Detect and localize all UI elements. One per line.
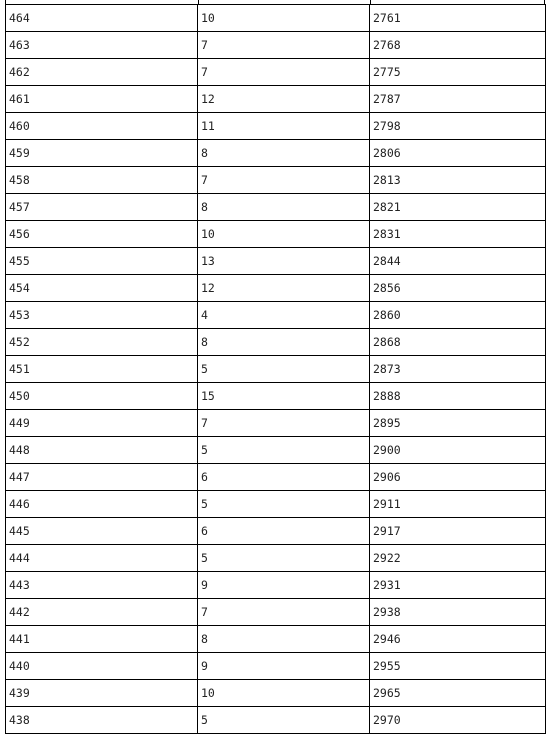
score-cell: 456 xyxy=(6,221,198,248)
cumulative-cell: 2922 xyxy=(370,545,546,572)
cumulative-cell: 2965 xyxy=(370,680,546,707)
score-cell: 443 xyxy=(6,572,198,599)
table-row xyxy=(6,410,546,437)
score-cell: 439 xyxy=(6,680,198,707)
score-cell: 440 xyxy=(6,653,198,680)
score-cell: 463 xyxy=(6,32,198,59)
cumulative-cell: 2868 xyxy=(370,329,546,356)
count-cell: 13 xyxy=(198,248,370,275)
table-row xyxy=(6,167,546,194)
table-row xyxy=(6,329,546,356)
count-cell: 9 xyxy=(198,653,370,680)
score-cell: 451 xyxy=(6,356,198,383)
table-row xyxy=(6,653,546,680)
table-row xyxy=(6,437,546,464)
cumulative-cell: 2873 xyxy=(370,356,546,383)
count-cell: 8 xyxy=(198,194,370,221)
count-cell: 8 xyxy=(198,329,370,356)
table-row xyxy=(6,707,546,734)
score-cell: 441 xyxy=(6,626,198,653)
count-cell: 9 xyxy=(198,572,370,599)
table-row xyxy=(6,383,546,410)
count-cell: 12 xyxy=(198,275,370,302)
cumulative-cell: 2856 xyxy=(370,275,546,302)
score-cell: 454 xyxy=(6,275,198,302)
table-row xyxy=(6,464,546,491)
table-row xyxy=(6,302,546,329)
cumulative-cell: 2946 xyxy=(370,626,546,653)
table-row xyxy=(6,194,546,221)
count-cell: 8 xyxy=(198,140,370,167)
cumulative-cell: 2844 xyxy=(370,248,546,275)
table-row xyxy=(6,572,546,599)
count-cell: 7 xyxy=(198,59,370,86)
score-cell: 450 xyxy=(6,383,198,410)
score-cell: 444 xyxy=(6,545,198,572)
table-row xyxy=(6,518,546,545)
cumulative-cell: 2917 xyxy=(370,518,546,545)
count-cell: 6 xyxy=(198,518,370,545)
count-cell: 12 xyxy=(198,86,370,113)
table-row xyxy=(6,59,546,86)
count-cell: 7 xyxy=(198,599,370,626)
table-row xyxy=(6,86,546,113)
table-row xyxy=(6,113,546,140)
cumulative-cell: 2806 xyxy=(370,140,546,167)
cumulative-cell: 2970 xyxy=(370,707,546,734)
score-cell: 461 xyxy=(6,86,198,113)
score-cell: 460 xyxy=(6,113,198,140)
score-cell: 445 xyxy=(6,518,198,545)
score-cell: 446 xyxy=(6,491,198,518)
count-cell: 10 xyxy=(198,680,370,707)
table-row xyxy=(6,221,546,248)
score-cell: 447 xyxy=(6,464,198,491)
cumulative-cell: 2761 xyxy=(370,5,546,32)
count-cell: 5 xyxy=(198,491,370,518)
cumulative-cell: 2813 xyxy=(370,167,546,194)
score-cell: 458 xyxy=(6,167,198,194)
count-cell: 10 xyxy=(198,5,370,32)
count-cell: 5 xyxy=(198,707,370,734)
cumulative-cell: 2775 xyxy=(370,59,546,86)
score-cell: 452 xyxy=(6,329,198,356)
score-cell: 449 xyxy=(6,410,198,437)
count-cell: 6 xyxy=(198,464,370,491)
table-row xyxy=(6,545,546,572)
table-row xyxy=(6,680,546,707)
count-cell: 11 xyxy=(198,113,370,140)
score-cell: 455 xyxy=(6,248,198,275)
count-cell: 7 xyxy=(198,167,370,194)
cumulative-cell: 2900 xyxy=(370,437,546,464)
score-table-container xyxy=(5,4,545,734)
cumulative-cell: 2787 xyxy=(370,86,546,113)
table-row xyxy=(6,491,546,518)
cumulative-cell: 2821 xyxy=(370,194,546,221)
count-cell: 4 xyxy=(198,302,370,329)
count-cell: 5 xyxy=(198,437,370,464)
score-cell: 464 xyxy=(6,5,198,32)
count-cell: 7 xyxy=(198,32,370,59)
cumulative-cell: 2911 xyxy=(370,491,546,518)
cumulative-cell: 2768 xyxy=(370,32,546,59)
cumulative-cell: 2895 xyxy=(370,410,546,437)
count-cell: 10 xyxy=(198,221,370,248)
table-row xyxy=(6,32,546,59)
cumulative-cell: 2888 xyxy=(370,383,546,410)
score-cell: 448 xyxy=(6,437,198,464)
table-row xyxy=(6,599,546,626)
count-cell: 15 xyxy=(198,383,370,410)
cumulative-cell: 2798 xyxy=(370,113,546,140)
table-row xyxy=(6,140,546,167)
count-cell: 7 xyxy=(198,410,370,437)
score-cell: 438 xyxy=(6,707,198,734)
score-table xyxy=(5,4,546,734)
cumulative-cell: 2955 xyxy=(370,653,546,680)
table-row xyxy=(6,356,546,383)
count-cell: 8 xyxy=(198,626,370,653)
cumulative-cell: 2860 xyxy=(370,302,546,329)
score-cell: 462 xyxy=(6,59,198,86)
score-cell: 442 xyxy=(6,599,198,626)
score-cell: 457 xyxy=(6,194,198,221)
table-row xyxy=(6,626,546,653)
cumulative-cell: 2831 xyxy=(370,221,546,248)
score-cell: 459 xyxy=(6,140,198,167)
cumulative-cell: 2938 xyxy=(370,599,546,626)
cumulative-cell: 2906 xyxy=(370,464,546,491)
table-row xyxy=(6,5,546,32)
table-row xyxy=(6,275,546,302)
table-body xyxy=(6,5,546,734)
count-cell: 5 xyxy=(198,545,370,572)
cumulative-cell: 2931 xyxy=(370,572,546,599)
count-cell: 5 xyxy=(198,356,370,383)
table-row xyxy=(6,248,546,275)
score-cell: 453 xyxy=(6,302,198,329)
